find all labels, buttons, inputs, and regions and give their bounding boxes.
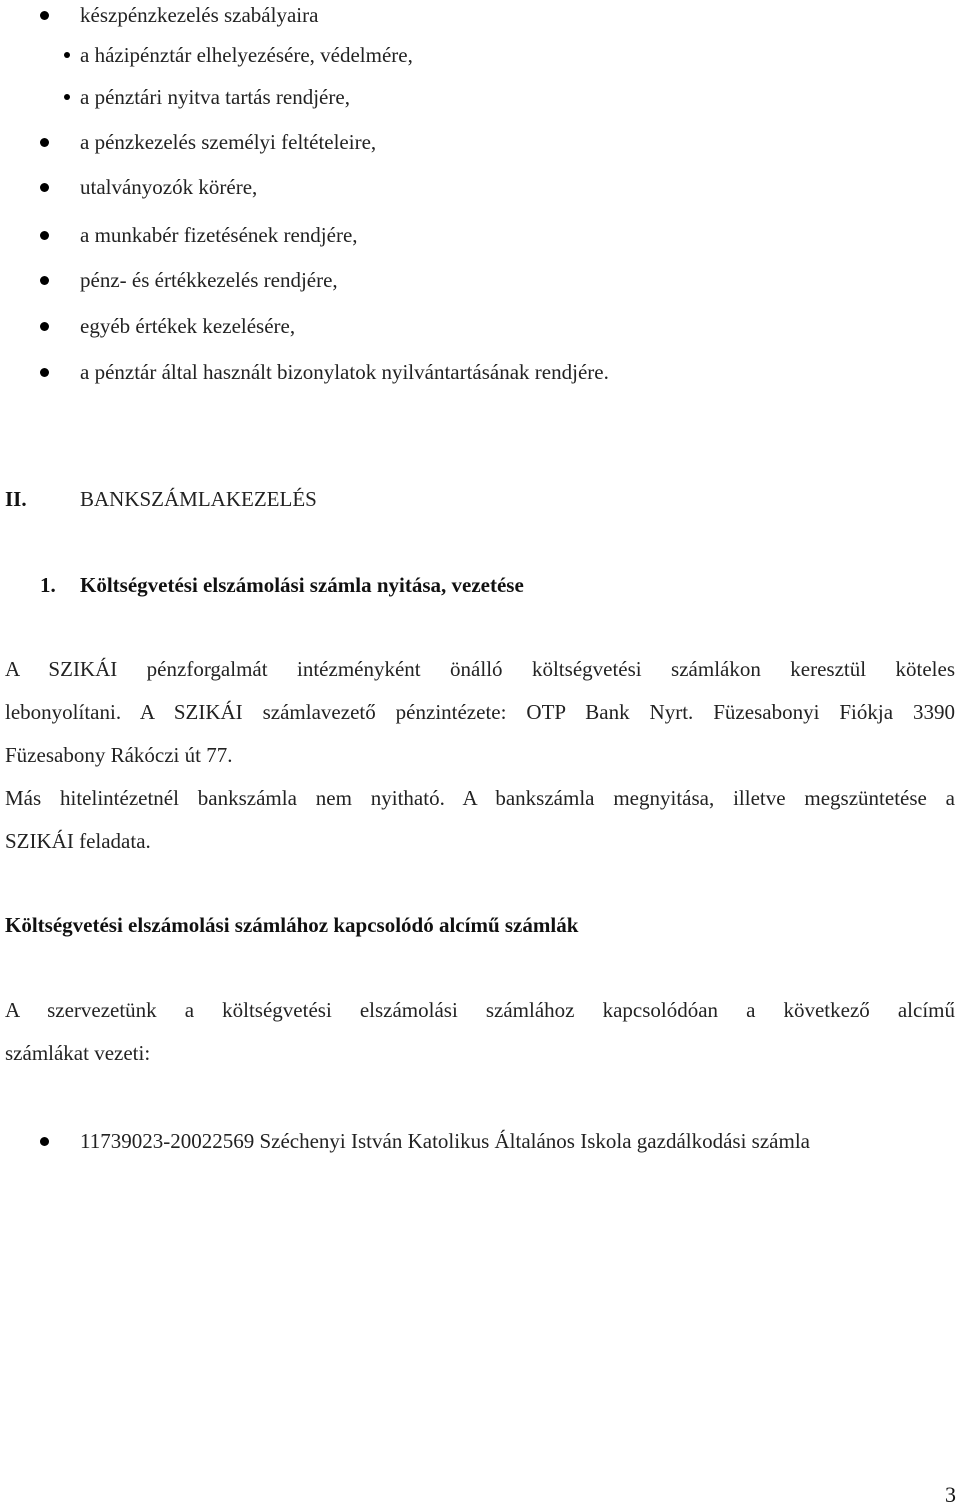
bullet-icon [40,231,49,240]
paragraph-line: lebonyolítani. A SZIKÁI számlavezető pénzintézete: OTP Bank Nyrt. Füzesabonyi Fiókja 3390 [5,700,955,724]
bullet-icon [64,52,70,58]
bullet-icon [40,183,49,192]
list-item-label: pénz- és értékkezelés rendjére, [80,268,338,292]
paragraph-line: számlákat vezeti: [5,1041,151,1065]
bullet-icon [40,368,49,377]
list-item-label: készpénzkezelés szabályaira [80,3,319,27]
list-item-label: a pénzkezelés személyi feltételeire, [80,130,377,154]
list-item-label: a házipénztár elhelyezésére, védelmére, [80,43,413,67]
paragraph-line: A szervezetünk a költségvetési elszámolási számlához kapcsolódóan a következő alcímű [5,998,955,1022]
page-number: 3 [945,1482,956,1507]
list-item [0,127,960,157]
paragraph-line: SZIKÁI feladata. [5,829,151,853]
bullet-icon [64,94,70,100]
list-item [0,40,960,70]
paragraph-line: Füzesabony Rákóczi út 77. [5,743,233,767]
list-item [0,357,960,387]
subheading: Költségvetési elszámolási számlához kapcsolódó alcímű számlák [5,913,579,937]
subsection-number: 1. [40,573,56,597]
list-item-label: a munkabér fizetésének rendjére, [80,223,358,247]
list-item [0,172,960,202]
list-item-label: 11739023-20022569 Széchenyi István Katolikus Általános Iskola gazdálkodási számla [80,1129,810,1153]
list-item-label: a pénztár által használt bizonylatok nyilvántartásának rendjére. [80,360,609,384]
paragraph-line: Más hitelintézetnél bankszámla nem nyitható. A bankszámla megnyitása, illetve megszüntetése a [5,786,955,810]
list-item-label: a pénztári nyitva tartás rendjére, [80,85,350,109]
bullet-icon [40,1137,49,1146]
bullet-icon [40,276,49,285]
list-item [0,220,960,250]
section-title: BANKSZÁMLAKEZELÉS [80,487,317,511]
bullet-icon [40,322,49,331]
bullet-icon [40,11,49,20]
list-item [0,0,960,30]
list-item-label: egyéb értékek kezelésére, [80,314,296,338]
section-number: II. [5,487,27,511]
list-item [0,1126,960,1156]
bullet-icon [40,138,49,147]
list-item [0,311,960,341]
list-item [0,265,960,295]
list-item-label: utalványozók körére, [80,175,258,199]
subsection-title: Költségvetési elszámolási számla nyitása, vezetése [80,573,524,597]
paragraph-line: A SZIKÁI pénzforgalmát intézményként önálló költségvetési számlákon keresztül köteles [5,657,955,681]
list-item [0,82,960,112]
